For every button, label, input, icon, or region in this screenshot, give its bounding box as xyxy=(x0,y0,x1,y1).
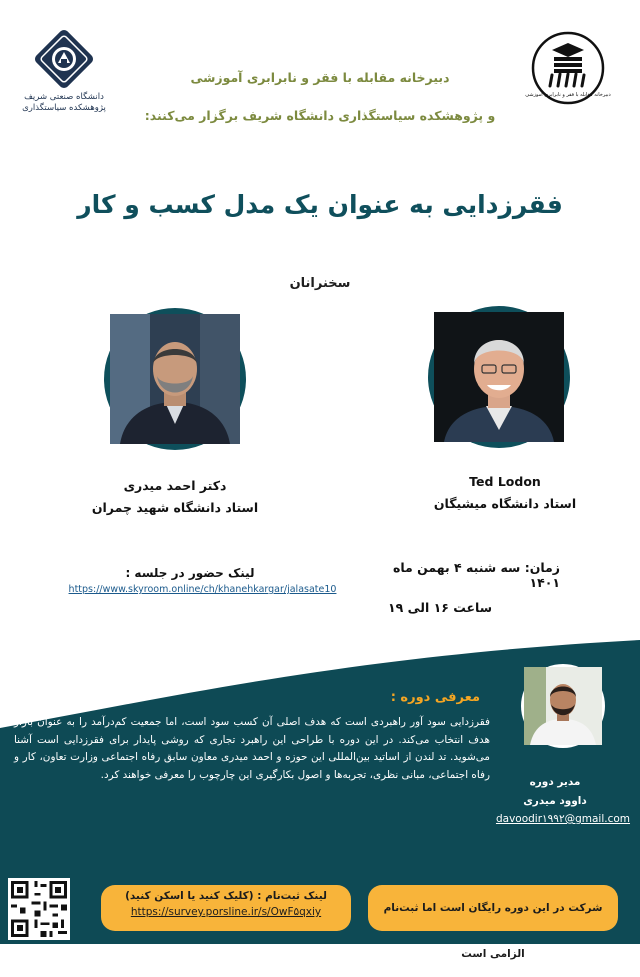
sharif-seal-icon xyxy=(31,26,97,92)
speaker-role-meydari: استاد دانشگاه شهید چمران xyxy=(91,500,259,515)
manager-email[interactable]: davoodir۱۹۹۲@gmail.com xyxy=(495,813,631,825)
register-button[interactable] xyxy=(101,885,351,931)
register-link[interactable]: https://survey.porsline.ir/s/OwF۵qxiy xyxy=(130,906,322,918)
speaker-role-lodon: استاد دانشگاه میشیگان xyxy=(433,496,577,511)
register-label: لینک ثبت‌نام : (کلیک کنید یا اسکن کنید) xyxy=(125,890,327,902)
secretariat-logo xyxy=(525,30,611,106)
session-link-label: لینک حضور در جلسه : xyxy=(125,566,255,580)
speaker-name-lodon: Ted Lodon xyxy=(469,474,541,489)
manager-portrait-icon xyxy=(524,667,602,745)
sharif-caption-1: دانشگاه صنعتی شریف xyxy=(24,92,104,102)
qr-code-icon[interactable] xyxy=(8,878,70,940)
manager-photo xyxy=(521,664,605,748)
session-link[interactable]: https://www.skyroom.online/ch/khanehkargar/jalasate10 xyxy=(68,584,337,595)
event-hours: ساعت ۱۶ الی ۱۹ xyxy=(388,600,492,615)
intro-text: فقرزدایی سود آور راهبردی است که هدف اصلی آن کسب سود است، اما جمعیت کم‌درآمد را به عنوان بازار هدف انتخاب می‌کند. در این دوره با طراحی این راهبرد تجاری که روشی پایدار برای فقرزدایی است آشنا می‌شوید. تد لندن از اساتید بین‌المللی این حوزه و احمد میدری معاون سابق رفاه اجتماعی وزارت تعاون، کار و رفاه اجتماعی، مبانی نظری، تجربه‌ها و اصول بکارگیری این چارچوب را معرفی خواهند کرد. xyxy=(14,716,490,781)
manager-name: داوود میدری xyxy=(523,795,587,807)
speakers-heading: سخنرانان xyxy=(289,276,351,291)
sharif-university-logo xyxy=(18,26,110,114)
manager-label: مدیر دوره xyxy=(529,776,581,788)
speaker-portrait-icon xyxy=(110,314,240,444)
secretariat-logo-text: دبیرخانه مقابله با فقر و نابرابری آموزشی xyxy=(525,92,611,98)
intro-heading: معرفی دوره : xyxy=(390,690,480,705)
event-title: فقرزدایی به عنوان یک مدل کسب و کار xyxy=(77,190,563,219)
header-line-1: دبیرخانه مقابله با فقر و نابرابری آموزشی xyxy=(190,70,450,85)
header-line-2: و پژوهشکده سیاستگذاری دانشگاه شریف برگزار می‌کنند: xyxy=(144,108,496,123)
free-notice-badge: شرکت در این دوره رایگان است اما ثبت‌نام الزامی است xyxy=(368,885,618,931)
event-date: زمان: سه شنبه ۴ بهمن ماه ۱۴۰۱ xyxy=(392,560,560,590)
speaker-photo-meydari xyxy=(104,308,246,450)
speaker-name-meydari: دکتر احمد میدری xyxy=(123,478,227,493)
speaker-portrait-icon xyxy=(434,312,564,442)
speaker-photo-lodon xyxy=(428,306,570,448)
sharif-caption-2: پژوهشکده سیاستگذاری xyxy=(22,103,106,113)
